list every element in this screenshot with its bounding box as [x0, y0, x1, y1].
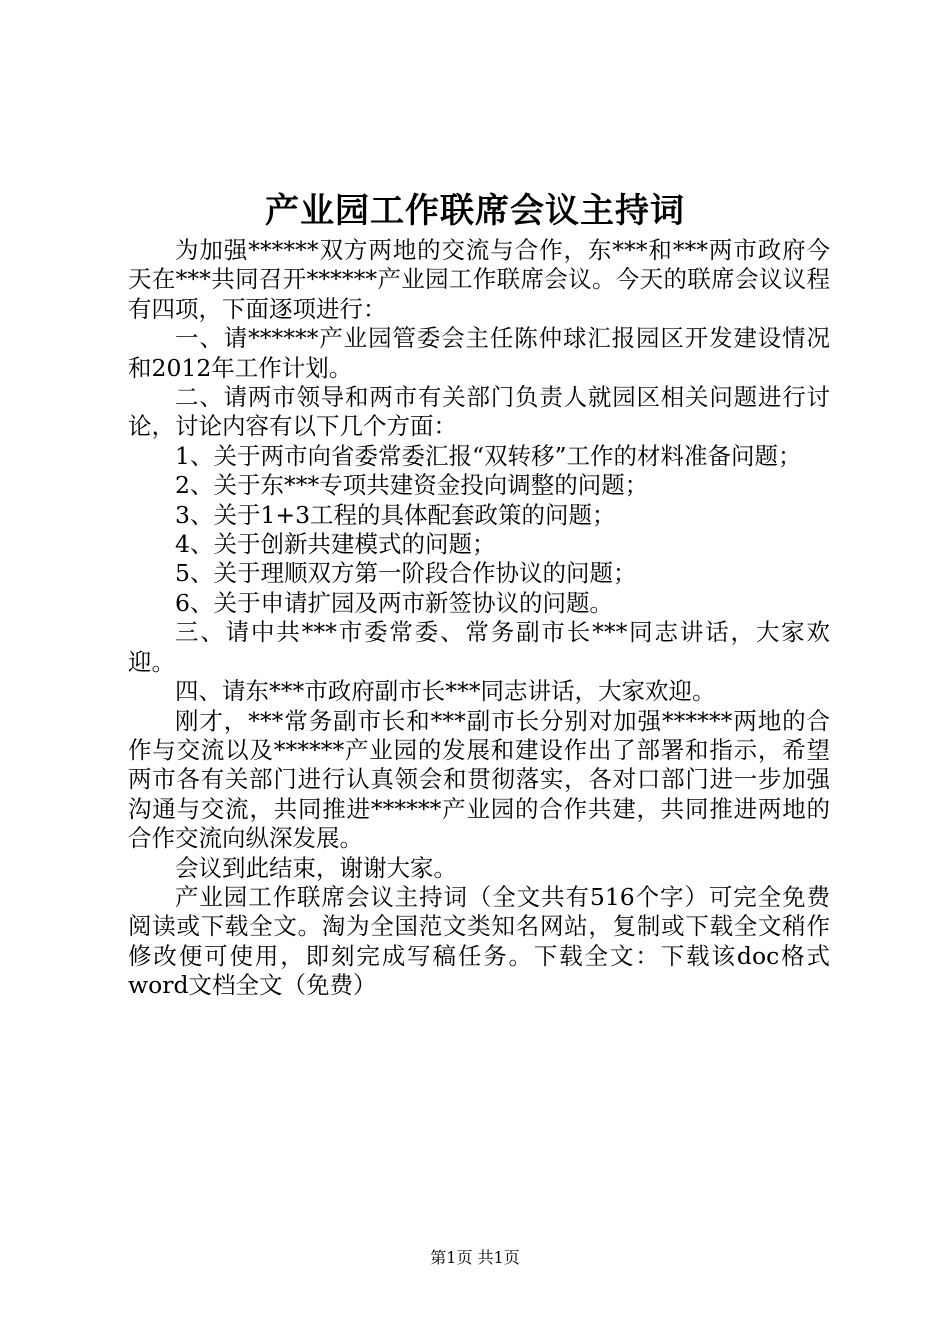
paragraph-subitem-1: 1、关于两市向省委常委汇报“双转移”工作的材料准备问题； [175, 441, 802, 470]
paragraph-item-2: 二、请两市领导和两市有关部门负责人就园区相关问题进行讨论，讨论内容有以下几个方面： [128, 383, 830, 441]
page-footer: 第1页 共1页 [430, 1248, 520, 1267]
paragraph-subitem-5: 5、关于理顺双方第一阶段合作协议的问题； [175, 559, 637, 588]
paragraph-summary: 刚才，***常务副市长和***副市长分别对加强******两地的合作与交流以及******产业园的发展和建设作出了部署和指示，希望两市各有关部门进行认真领会和贯彻落实，各对口部门进一步加强沟通与交流，共同推进******产业园的合作共建，共同推进两地的合作交流向纵深发展。 [128, 706, 830, 853]
paragraph-subitem-3: 3、关于1+3工程的具体配套政策的问题； [175, 500, 616, 529]
paragraph-intro: 为加强******双方两地的交流与合作，东***和***两市政府今天在***共同召开******产业园工作联席会议。今天的联席会议议程有四项，下面逐项进行： [128, 236, 830, 323]
paragraph-subitem-4: 4、关于创新共建模式的问题； [175, 530, 496, 559]
paragraph-subitem-6: 6、关于申请扩园及两市新签协议的问题。 [175, 588, 613, 617]
paragraph-subitem-2: 2、关于东***专项共建资金投向调整的问题； [175, 471, 649, 500]
document-body [128, 236, 830, 1001]
paragraph-closing: 会议到此结束，谢谢大家。 [175, 853, 457, 882]
paragraph-item-1: 一、请******产业园管委会主任陈仲球汇报园区开发建设情况和2012年工作计划。 [128, 324, 830, 382]
paragraph-item-4: 四、请东***市政府副市长***同志讲话，大家欢迎。 [175, 677, 716, 706]
document-title: 产业园工作联席会议主持词 [265, 191, 685, 231]
paragraph-item-3: 三、请中共***市委常委、常务副市长***同志讲话，大家欢迎。 [128, 618, 830, 676]
paragraph-download-note: 产业园工作联席会议主持词（全文共有516个字）可完全免费阅读或下载全文。淘为全国范文类知名网站，复制或下载全文稍作修改便可使用，即刻完成写稿任务。下载全文：下载该doc格式word文档全文（免费） [128, 882, 830, 1000]
